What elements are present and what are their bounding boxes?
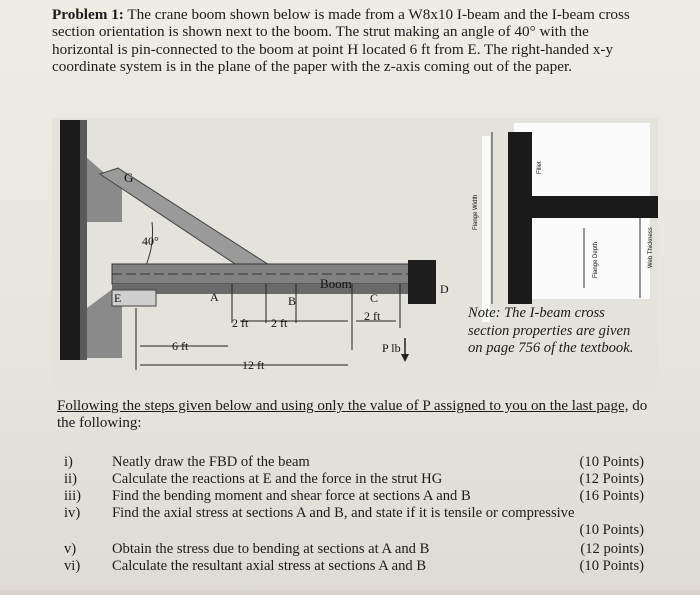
task-text: Calculate the resultant axial stress at sections A and B: [112, 558, 427, 574]
task-number: iii): [64, 488, 82, 504]
page-bottom-edge: [0, 590, 700, 595]
label-c: C: [370, 291, 379, 305]
task-item: [64, 505, 644, 522]
label-web-thickness: Web Thickness: [648, 227, 654, 268]
task-item: [64, 541, 644, 558]
task-points: (10 Points): [579, 454, 644, 470]
task-text: Obtain the stress due to bending at sections at A and B: [112, 541, 430, 557]
dim-label-12ft: 12 ft: [242, 358, 265, 372]
instructions-rest: do the following:: [57, 398, 648, 431]
label-angle: 40°: [142, 234, 159, 248]
problem-text: The crane boom shown below is made from a W8x10 I-beam and the I-beam cross section orientation is shown next to the boom. The strut making an angle of 40° with the horizontal is pin-connected to the boom at point H located 6 ft from E. The right-handed x-y coordinate system is in the plane of the paper with the z-axis coming out of the paper.: [52, 6, 630, 75]
label-d: D: [440, 282, 449, 296]
label-b: B: [288, 294, 297, 308]
task-text: Find the axial stress at sections A and B, and state if it is tensile or compressive: [112, 505, 575, 521]
boom-web: [112, 284, 430, 294]
task-item: [64, 454, 644, 471]
ibeam-left-flange: [508, 132, 532, 304]
task-text: Neatly draw the FBD of the beam: [112, 454, 310, 470]
dim-label-2ft-b: 2 ft: [271, 316, 288, 330]
task-points: (12 points): [580, 541, 644, 557]
instructions: [57, 398, 657, 432]
task-text: Calculate the reactions at E and the force in the strut HG: [112, 471, 443, 487]
support-column-edge: [80, 120, 87, 360]
task-points: (10 Points): [579, 522, 644, 538]
task-points: (16 Points): [579, 488, 644, 504]
problem-statement: [52, 6, 652, 75]
task-number: vi): [64, 558, 81, 574]
ibeam-note: Note: The I-beam cross section properties are given on page 756 of the textbook.: [468, 305, 634, 356]
dim-label-2ft-c: 2 ft: [364, 309, 381, 323]
end-block-d: [408, 260, 436, 304]
label-fillet: Fillet: [537, 161, 543, 174]
label-g: G: [124, 170, 134, 185]
label-flange-width: Flange Width: [473, 194, 479, 230]
ibeam-web: [532, 196, 658, 218]
task-number: i): [64, 454, 73, 470]
instructions-underlined: Following the steps given below and using only the value of P assigned to you on the last page,: [57, 398, 629, 414]
ibeam-panel: [482, 136, 490, 322]
task-points: (12 Points): [579, 471, 644, 487]
task-item: [64, 471, 644, 488]
label-a: A: [210, 290, 219, 304]
label-boom: Boom: [320, 276, 352, 291]
upper-gusset: [87, 158, 122, 222]
task-item: [64, 488, 644, 505]
load-arrow-head: [401, 354, 409, 362]
task-text: Find the bending moment and shear force at sections A and B: [112, 488, 471, 504]
problem-label: Problem 1:: [52, 6, 124, 23]
task-number: v): [64, 541, 77, 557]
task-number: iv): [64, 505, 81, 521]
label-flange-depth: Flange Depth: [593, 241, 599, 278]
task-points: (10 Points): [579, 558, 644, 574]
dim-label-2ft-a: 2 ft: [232, 316, 249, 330]
task-number: ii): [64, 471, 77, 487]
label-e: E: [114, 291, 122, 305]
label-load: P lb: [382, 341, 401, 355]
support-column: [60, 120, 80, 360]
task-item: [64, 558, 644, 575]
dim-label-6ft: 6 ft: [172, 339, 189, 353]
